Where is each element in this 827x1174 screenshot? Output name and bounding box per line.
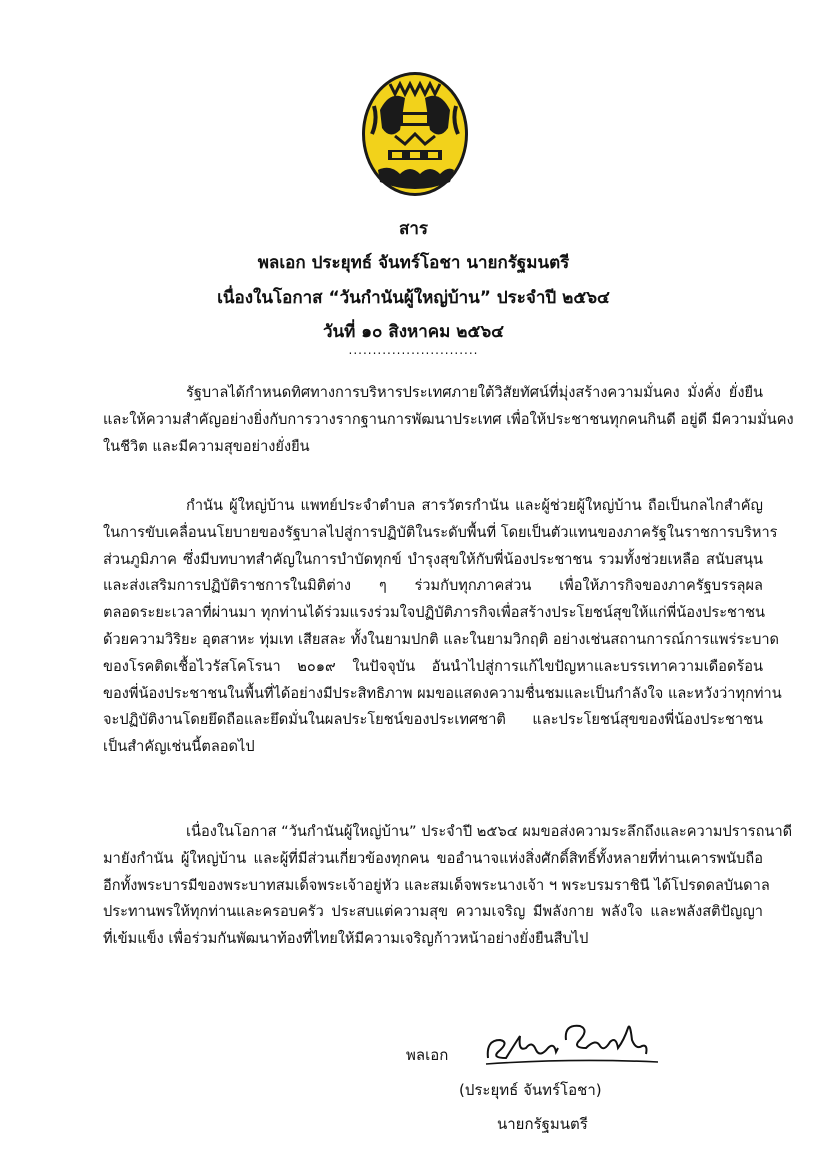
paragraph-line: มายังกำนัน ผู้ใหญ่บ้าน และผู้ที่มีส่วนเกี่ยวข้องทุกคน ขออำนาจแห่งสิ่งศักดิ์สิทธิ์ทั้งหลายที่ท่านเคารพนับถือ [103, 849, 763, 867]
government-seal-icon [360, 70, 470, 198]
author-line: พลเอก ประยุทธ์ จันทร์โอชา นายกรัฐมนตรี [257, 253, 570, 273]
paragraph-line: ในชีวิต และมีความสุขอย่างยั่งยืน [103, 437, 310, 455]
signature-rank: พลเอก [406, 1046, 449, 1064]
handwritten-signature-icon [482, 1018, 662, 1074]
paragraph-line: ด้วยความวิริยะ อุตสาหะ ทุ่มเท เสียสละ ทั้งในยามปกติ และในยามวิกฤติ อย่างเช่นสถานการณ์การแพร่ระบาด [103, 630, 780, 648]
paragraph-line: อีกทั้งพระบารมีของพระบาทสมเด็จพระเจ้าอยู่หัว และสมเด็จพระนางเจ้า ฯ พระบรมราชินี ได้โปรดดลบันดาล [103, 876, 770, 894]
paragraph-line: ส่วนภูมิภาค ซึ่งมีบทบาทสำคัญในการบำบัดทุกข์ บำรุงสุขให้กับพี่น้องประชาชน รวมทั้งช่วยเหลือ สนับสนุน [103, 550, 763, 568]
paragraph-line: เป็นสำคัญเช่นนี้ตลอดไป [103, 738, 255, 756]
paragraph-line: และส่งเสริมการปฏิบัติราชการในมิติต่าง ๆ ร่วมกับทุกภาคส่วน เพื่อให้ภารกิจของภาครัฐบรรลุผล [103, 577, 763, 595]
paragraph-1 [103, 380, 794, 460]
paragraph-line: ตลอดระยะเวลาที่ผ่านมา ทุกท่านได้ร่วมแรงร่วมใจปฏิบัติภารกิจเพื่อสร้างประโยชน์สุขให้แก่พี่น้องประชาชน [103, 604, 766, 622]
paragraph-line: ของโรคติดเชื้อไวรัสโคโรนา ๒๐๑๙ ในปัจจุบัน อันนำไปสู่การแก้ไขปัญหาและบรรเทาความเดือดร้อน [103, 657, 763, 675]
paragraph-line: ที่เข้มแข็ง เพื่อร่วมกันพัฒนาท้องที่ไทยให้มีความเจริญก้าวหน้าอย่างยั่งยืนสืบไป [103, 930, 589, 948]
paragraph-line: ในการขับเคลื่อนนโยบายของรัฐบาลไปสู่การปฏิบัติในระดับพื้นที่ โดยเป็นตัวแทนของภาครัฐในราชการบริหาร [103, 523, 778, 541]
paragraph-line: ของพี่น้องประชาชนในพื้นที่ได้อย่างมีประสิทธิภาพ ผมขอแสดงความชื่นชมและเป็นกำลังใจ และหวังว่าทุกท่าน [103, 684, 782, 702]
paragraph-line: จะปฏิบัติงานโดยยึดถือและยึดมั่นในผลประโยชน์ของประเทศชาติ และประโยชน์สุขของพี่น้องประชาชน [103, 711, 763, 729]
document-heading: สาร [398, 219, 429, 239]
separator: ........................... [348, 343, 479, 357]
paragraph-line: และให้ความสำคัญอย่างยิ่งกับการวางรากฐานการพัฒนาประเทศ เพื่อให้ประชาชนทุกคนกินดี อยู่ดี มีความมั่นคง [103, 410, 794, 428]
paragraph-line: รัฐบาลได้กำหนดทิศทางการบริหารประเทศภายใต้วิสัยทัศน์ที่มุ่งสร้างความมั่นคง มั่งคั่ง ยั่งยืน [186, 384, 763, 401]
paragraph-2 [103, 493, 782, 761]
paragraph-line: เนื่องในโอกาส “วันกำนันผู้ใหญ่บ้าน” ประจำปี ๒๕๖๔ ผมขอส่งความระลึกถึงและความปรารถนาดี [186, 823, 793, 840]
date-line: วันที่ ๑๐ สิงหาคม ๒๕๖๔ [322, 322, 505, 342]
paragraph-line: กำนัน ผู้ใหญ่บ้าน แพทย์ประจำตำบล สารวัตรกำนัน และผู้ช่วยผู้ใหญ่บ้าน ถือเป็นกลไกสำคัญ [186, 497, 763, 514]
occasion-line: เนื่องในโอกาส “วันกำนันผู้ใหญ่บ้าน” ประจำปี ๒๕๖๔ [217, 288, 610, 308]
paragraph-line: ประทานพรให้ทุกท่านและครอบครัว ประสบแต่ความสุข ความเจริญ มีพลังกาย พลังใจ และพลังสติปัญญา [103, 903, 763, 921]
signatory-title: นายกรัฐมนตรี [497, 1115, 588, 1133]
paragraph-3 [103, 819, 793, 953]
signatory-name: (ประยุทธ์ จันทร์โอชา) [459, 1081, 602, 1099]
